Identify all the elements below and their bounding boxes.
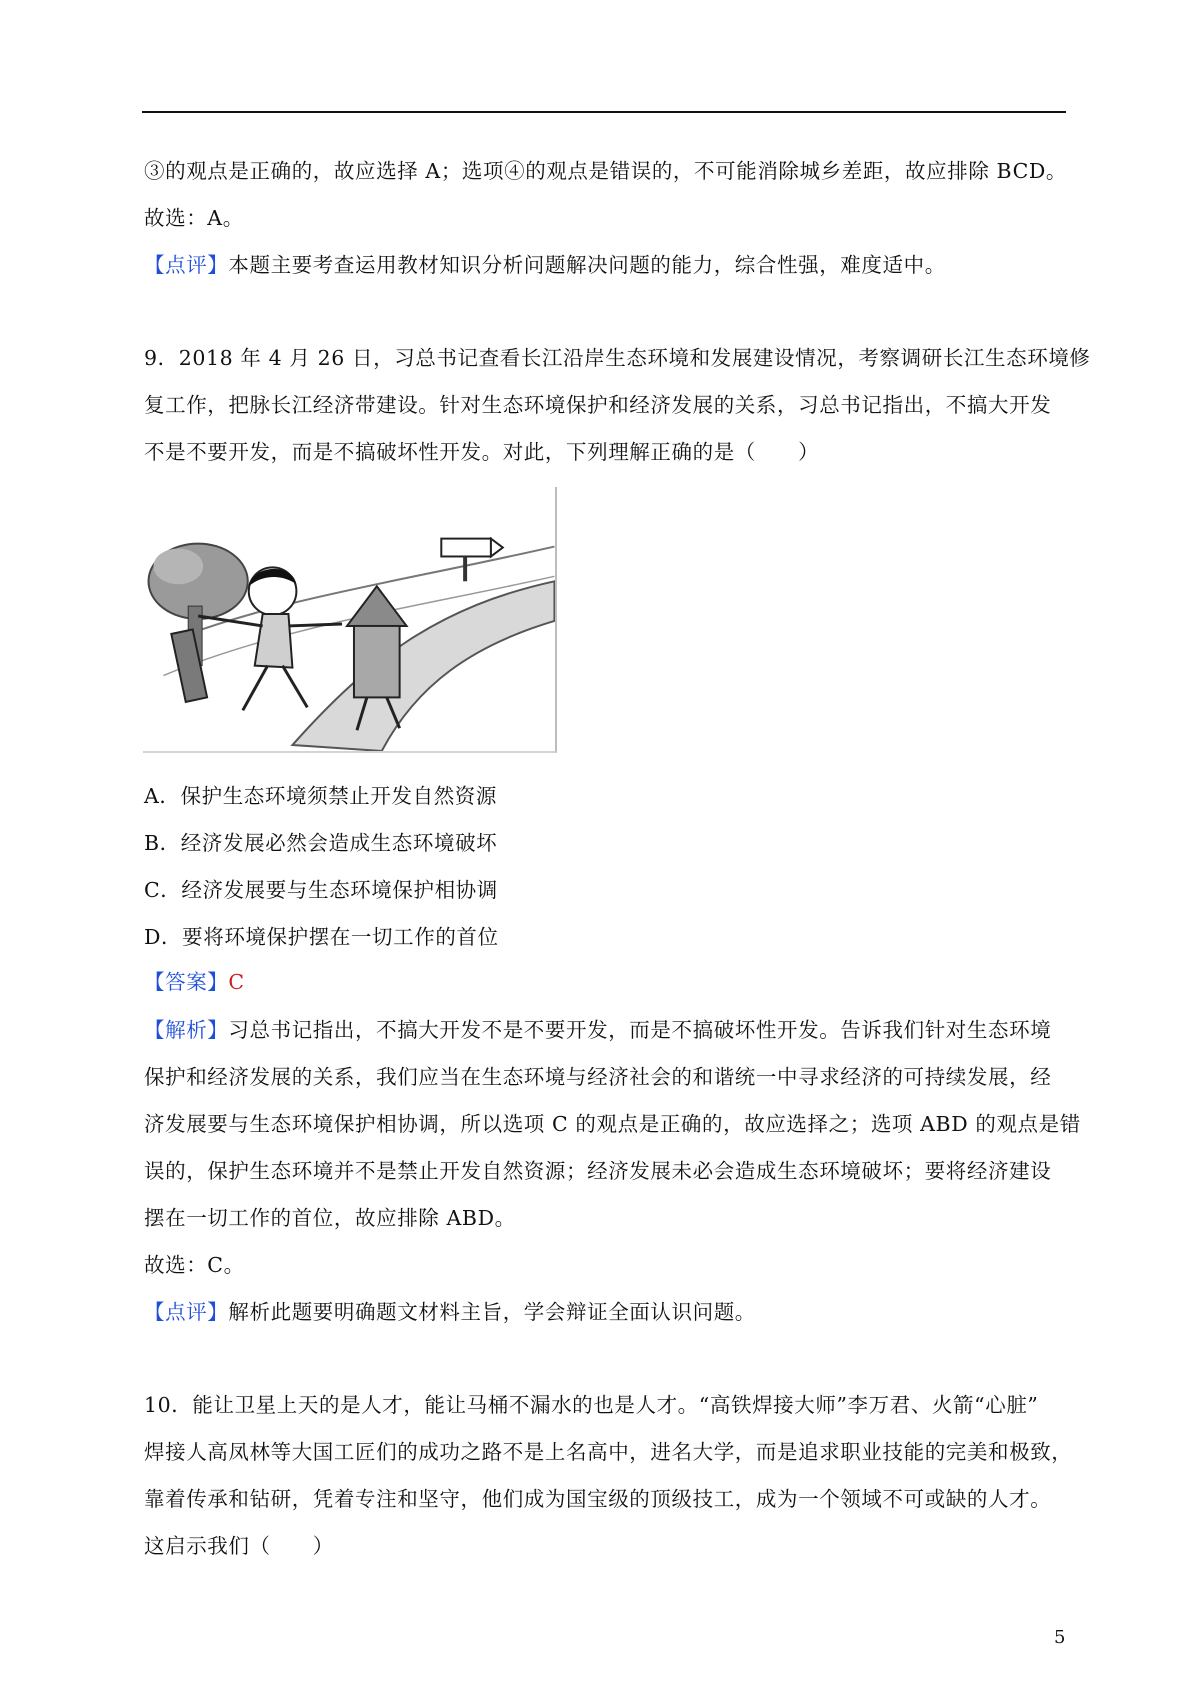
cartoon-illustration	[143, 487, 557, 753]
analysis-text: 习总书记指出，不搞大开发不是不要开发，而是不搞破坏性开发。告诉我们针对生态环境	[228, 1018, 1052, 1042]
comment-text: 解析此题要明确题文材料主旨，学会辩证全面认识问题。	[228, 1300, 756, 1324]
q9-stem-line-3: 不是不要开发，而是不搞破坏性开发。对此，下列理解正确的是（ ）	[144, 440, 820, 464]
answer-tag: 【答案】	[144, 970, 229, 994]
comment-text: 本题主要考查运用教材知识分析问题解决问题的能力，综合性强，难度适中。	[228, 253, 946, 277]
page-number: 5	[1054, 1627, 1066, 1648]
q9-analysis-line-4: 误的，保护生态环境并不是禁止开发自然资源；经济发展未必会造成生态环境破坏；要将经济建设	[144, 1159, 1052, 1183]
q9-option-d: D．要将环境保护摆在一切工作的首位	[144, 925, 499, 949]
q9-stem-line-1: 9．2018 年 4 月 26 日，习总书记查看长江沿岸生态环境和发展建设情况，考察调研长江生态环境修	[144, 346, 1091, 370]
q10-stem-line-4: 这启示我们（ ）	[144, 1534, 334, 1558]
comment-tag: 【点评】	[144, 253, 229, 277]
q9-option-c: C．经济发展要与生态环境保护相协调	[144, 878, 498, 902]
q9-analysis-line-5: 摆在一切工作的首位，故应排除 ABD。	[144, 1206, 516, 1230]
q9-comment	[144, 1302, 756, 1323]
q9-option-a: A．保护生态环境须禁止开发自然资源	[144, 784, 498, 808]
q10-stem-line-2: 焊接人高凤林等大国工匠们的成功之路不是上名高中，进名大学，而是追求职业技能的完美和极致，	[144, 1440, 1073, 1464]
answer-value: C	[228, 970, 245, 994]
q9-analysis-line-1	[144, 1020, 1051, 1041]
q9-analysis-line-3: 济发展要与生态环境保护相协调，所以选项 C 的观点是正确的，故应选择之；选项 ABD 的观点是错	[144, 1112, 1081, 1136]
q9-stem-line-2: 复工作，把脉长江经济带建设。针对生态环境保护和经济发展的关系，习总书记指出，不搞大开发	[144, 393, 1052, 417]
comment-tag: 【点评】	[144, 1300, 229, 1324]
q9-answer	[144, 972, 245, 993]
q9-conclusion: 故选：C。	[144, 1253, 245, 1277]
q10-stem-line-3: 靠着传承和钻研，凭着专注和坚守，他们成为国宝级的顶级技工，成为一个领域不可或缺的人才。	[144, 1487, 1052, 1511]
q9-option-b: B．经济发展必然会造成生态环境破坏	[144, 831, 498, 855]
header-rule	[142, 111, 1066, 113]
prev-comment	[144, 255, 946, 276]
prev-conclusion: 故选：A。	[144, 206, 244, 230]
q9-analysis-line-2: 保护和经济发展的关系，我们应当在生态环境与经济社会的和谐统一中寻求经济的可持续发展，经	[144, 1065, 1052, 1089]
prev-analysis-line: ③的观点是正确的，故应选择 A；选项④的观点是错误的，不可能消除城乡差距，故应排除 BCD。	[144, 159, 1068, 183]
analysis-tag: 【解析】	[144, 1018, 229, 1042]
q10-stem-line-1: 10．能让卫星上天的是人才，能让马桶不漏水的也是人才。“高铁焊接大师”李万君、火箭“心脏”	[144, 1393, 1039, 1417]
